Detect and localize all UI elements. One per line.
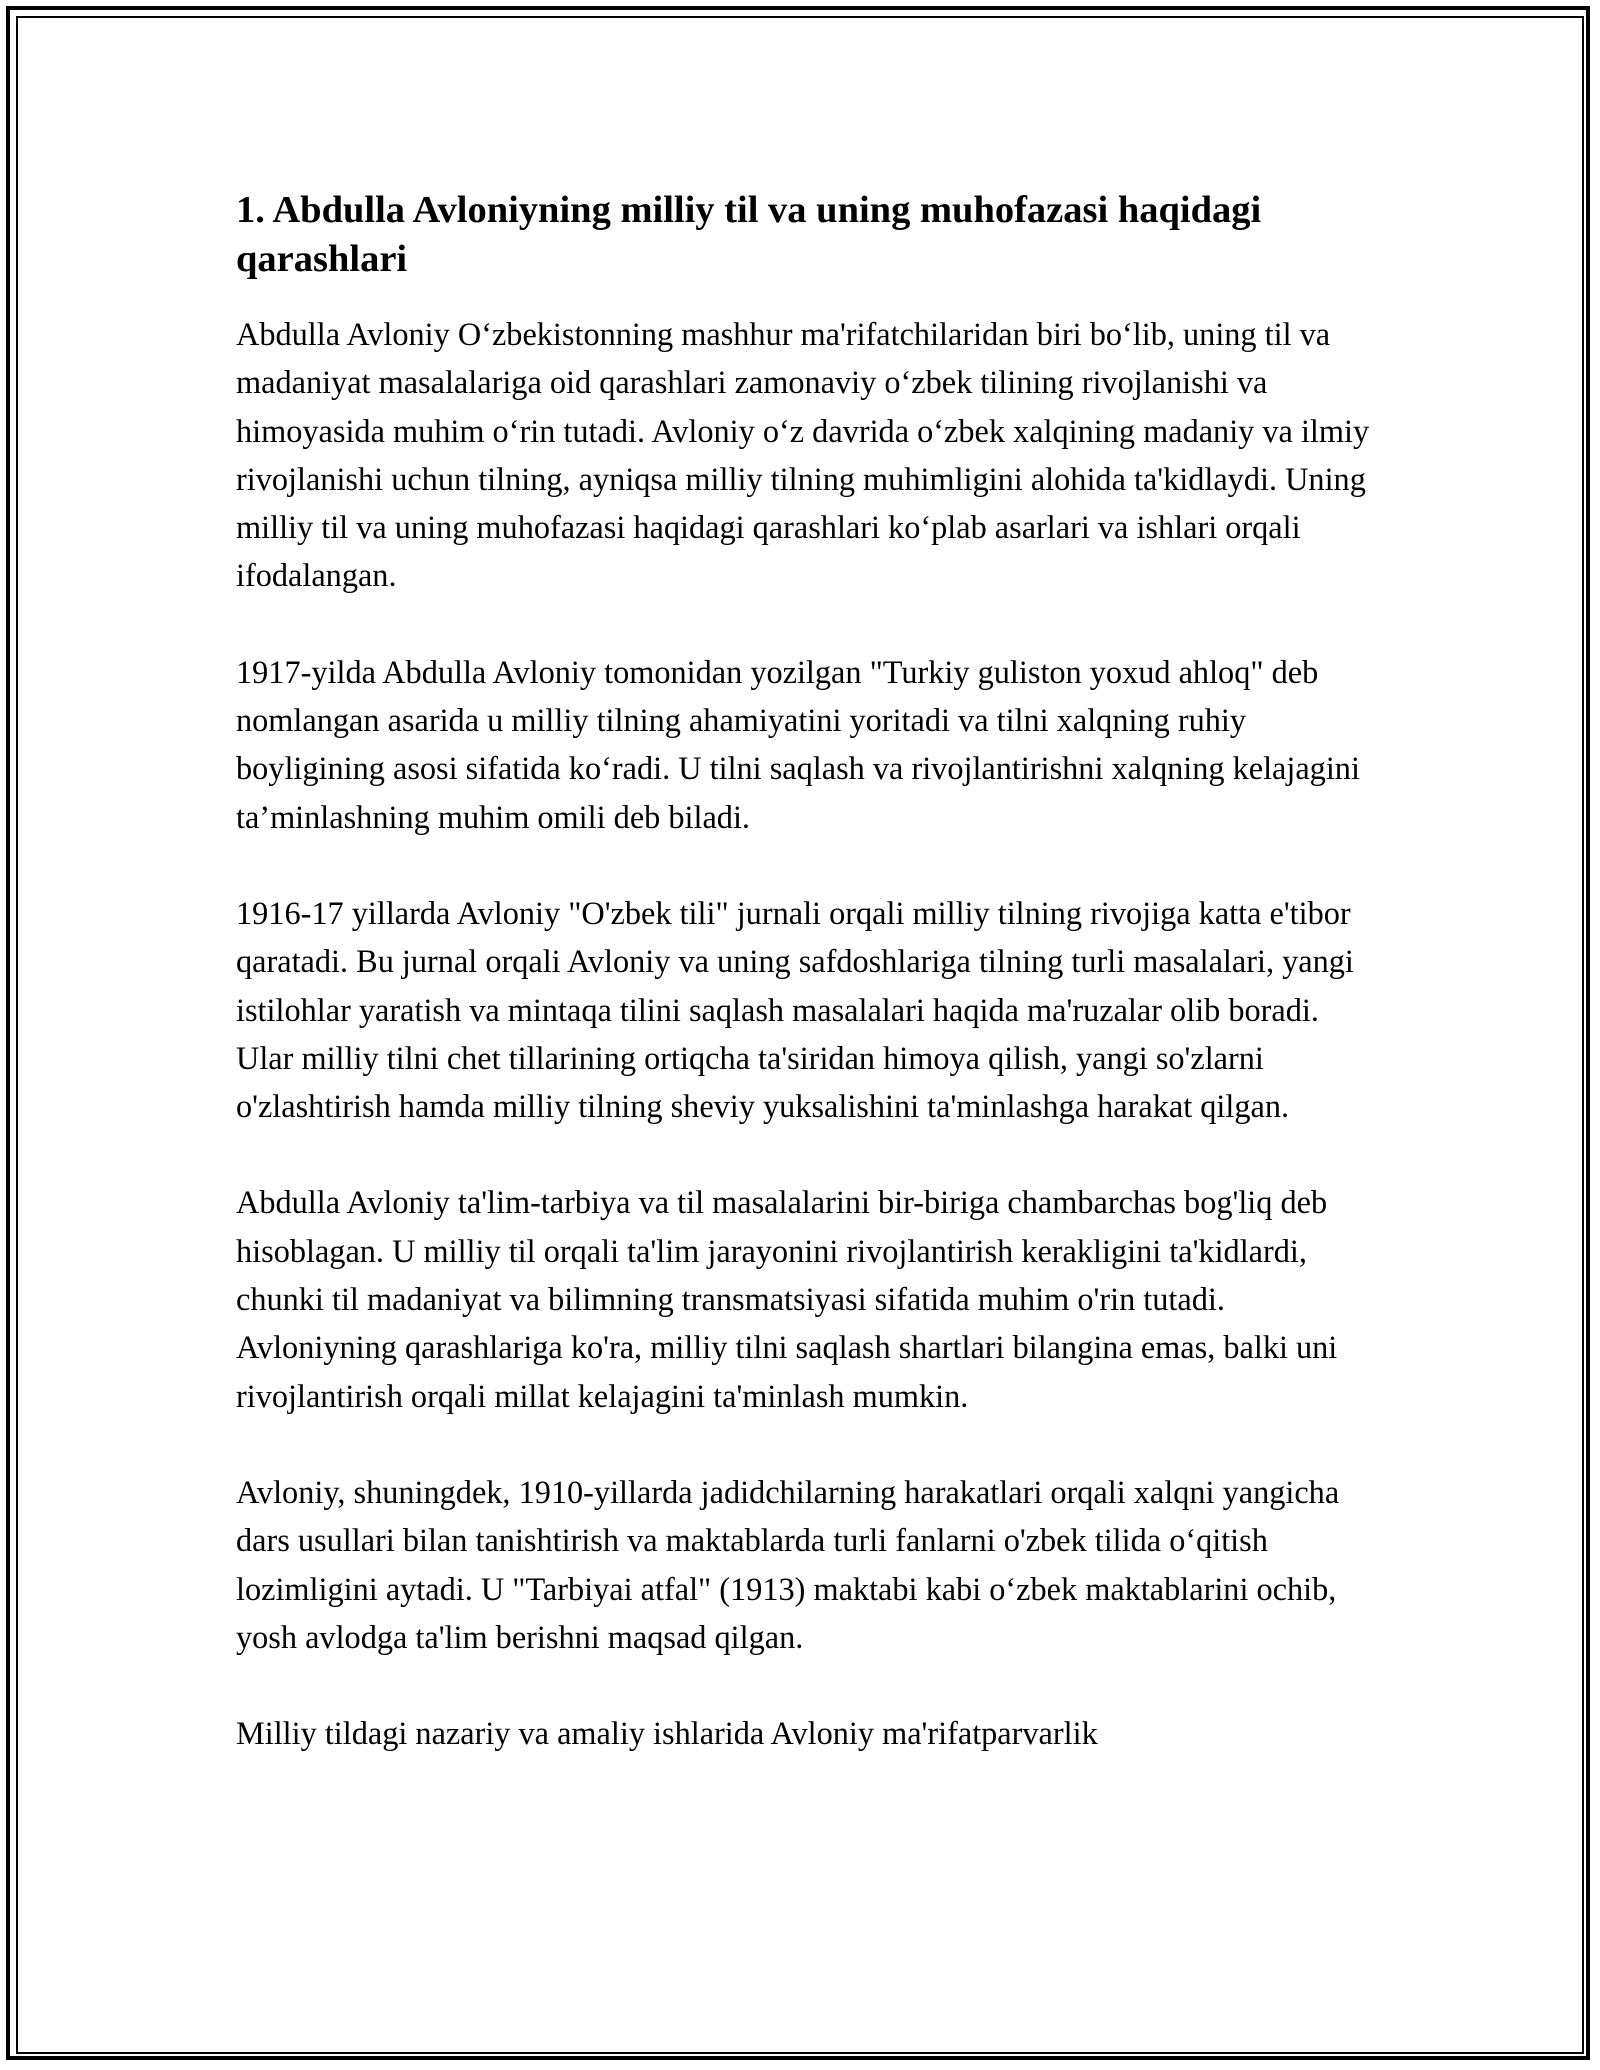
document-body [236,186,1376,1805]
section-heading: 1. Abdulla Avloniyning milliy til va uning muhofazasi haqidagi qarashlari [236,189,1262,280]
paragraph-2: 1917-yilda Abdulla Avloniy tomonidan yozilgan "Turkiy guliston yoxud ahloq" deb nomlangan asarida u milliy tilning ahamiyatini yoritadi va tilni xalqning ruhiy boyligining asosi sifatida ko‘radi. U tilni saqlash va rivojlantirishni xalqning kelajagini ta’minlashning muhim omili deb biladi. [236,653,1360,835]
paragraph-3: 1916-17 yillarda Avloniy "O'zbek tili" jurnali orqali milliy tilning rivojiga katta e'tibor qaratadi. Bu jurnal orqali Avloniy va uning safdoshlariga tilning turli masalalari, yangi istilohlar yaratish va mintaqa tilini saqlash masalalari haqida ma'ruzalar olib boradi. Ular milliy tilni chet tillarining ortiqcha ta'siridan himoya qilish, yangi so'zlarni o'zlashtirish hamda milliy tilning sheviy yuksalishini ta'minlashga harakat qilgan. [236,894,1354,1125]
paragraph-5: Avloniy, shuningdek, 1910-yillarda jadidchilarning harakatlari orqali xalqni yangicha dars usullari bilan tanishtirish va maktablarda turli fanlarni o'zbek tilida o‘qitish lozimligini aytadi. U "Tarbiyai atfal" (1913) maktabi kabi o‘zbek maktablarini ochib, yosh avlodga ta'lim berishni maqsad qilgan. [236,1473,1340,1655]
paragraph-4: Abdulla Avloniy ta'lim-tarbiya va til masalalarini bir-biriga chambarchas bog'liq deb hisoblagan. U milliy til orqali ta'lim jarayonini rivojlantirish kerakligini ta'kidlardi, chunki til madaniyat va bilimning transmatsiyasi sifatida muhim o'rin tutadi. Avloniyning qarashlariga ko'ra, milliy tilni saqlash shartlari bilangina emas, balki uni rivojlantirish orqali millat kelajagini ta'minlash mumkin. [236,1184,1338,1414]
paragraph-1: Abdulla Avloniy O‘zbekistonning mashhur ma'rifatchilaridan biri bo‘lib, uning til va madaniyat masalalariga oid qarashlari zamonaviy o‘zbek tilining rivojlanishi va himoyasida muhim o‘rin tutadi. Avloniy o‘z davrida o‘zbek xalqining madaniy va ilmiy rivojlanishi uchun tilning, ayniqsa milliy tilning muhimligini alohida ta'kidlaydi. Uning milliy til va uning muhofazasi haqidagi qarashlari ko‘plab asarlari va ishlari orqali ifodalangan. [236,316,1370,594]
paragraph-6: Milliy tildagi nazariy va amaliy ishlarida Avloniy ma'rifatparvarlik [236,1715,1098,1752]
